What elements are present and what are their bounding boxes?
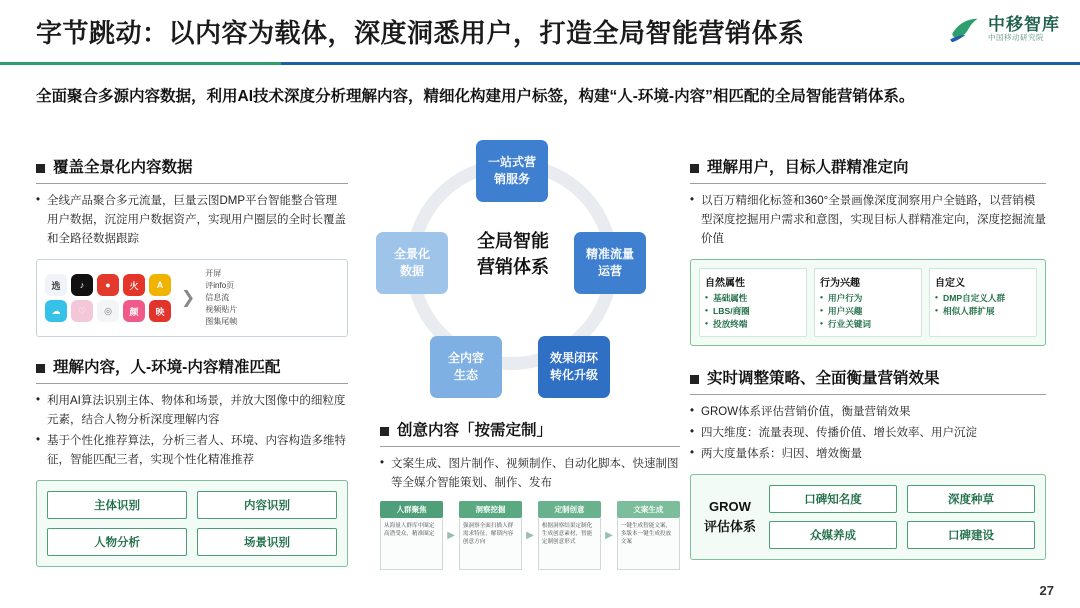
core-line-1: 全局智能 xyxy=(477,231,549,251)
capability-tag-box xyxy=(36,480,348,567)
tag-subject-recognition: 主体识别 xyxy=(47,491,187,519)
app-icon: ● xyxy=(97,274,119,296)
creative-flow-diagram xyxy=(380,501,680,570)
list-item: • 用户兴趣 xyxy=(820,305,916,318)
node-line-2: 生态 xyxy=(453,368,478,382)
tag-reputation-building: 口碑建设 xyxy=(907,521,1035,549)
page-number: 27 xyxy=(1039,583,1054,598)
list-item: 图集尾帧 xyxy=(205,317,238,326)
platform-icon-card xyxy=(36,259,348,337)
list-item: • 相似人群扩展 xyxy=(935,305,1031,318)
list-item: • 行业关键词 xyxy=(820,318,916,331)
section-title: 理解用户，目标人群精准定向 xyxy=(707,159,909,176)
list-item: 视频贴片 xyxy=(205,305,238,314)
node-line-2: 销服务 xyxy=(493,172,530,186)
app-icon: ☁ xyxy=(45,300,67,322)
flow-step xyxy=(459,501,522,570)
section-bullets xyxy=(380,455,680,493)
core-line-2: 营销体系 xyxy=(477,257,549,277)
app-icon: ♪ xyxy=(71,274,93,296)
grow-label-line-1: GROW xyxy=(709,499,751,514)
section-rule xyxy=(690,183,1046,184)
card-title: 自然属性 xyxy=(705,278,745,289)
list-item: • 利用AI算法识别主体、物体和场景，并放大图像中的细粒度元素，结合人物分析深度理解内容 xyxy=(36,392,348,430)
node-line-1: 全景化 xyxy=(393,247,430,261)
list-item: • 基于个性化推荐算法，分析三者人、环境、内容构造多维特征，智能匹配三者，实现个性化精准推荐 xyxy=(36,432,348,470)
bullet-square-icon xyxy=(36,364,45,373)
bullet-square-icon xyxy=(690,375,699,384)
list-item: • 以百万精细化标签和360°全景画像深度洞察用户全链路，以营销模型深度挖掘用户需求和意图，实现目标人群精准定向，深度挖掘流量价值 xyxy=(690,192,1046,249)
app-icon: 颜 xyxy=(123,300,145,322)
section-rule xyxy=(380,446,680,447)
tag-scene-recognition: 场景识别 xyxy=(197,528,337,556)
node-line-2: 运营 xyxy=(597,264,622,278)
list-item: 开屏 xyxy=(205,269,222,278)
page-title: 字节跳动：以内容为载体，深度洞悉用户，打造全局智能营销体系 xyxy=(36,17,805,48)
list-item: • 四大维度：流量表现、传播价值、增长效率、用户沉淀 xyxy=(690,424,1046,443)
section-heading xyxy=(36,155,348,181)
section-heading xyxy=(380,418,680,444)
flow-step-title: 人群聚焦 xyxy=(380,501,443,518)
list-item: • 文案生成、图片制作、视频制作、自动化脚本、快速制图等全媒介智能策划、制作、发布 xyxy=(380,455,680,493)
slide-header xyxy=(0,0,1080,62)
section-title: 理解内容，人-环境-内容精准匹配 xyxy=(53,359,281,376)
flow-step-title: 定制创意 xyxy=(538,501,601,518)
flow-step-body: 从海量人群库中圈定高潜受众，精准圈定 xyxy=(380,518,443,570)
section-title: 实时调整策略、全面衡量营销效果 xyxy=(707,370,940,387)
right-column xyxy=(690,155,1046,560)
node-panoramic-data xyxy=(376,232,448,294)
tag-brand-awareness: 口碑知名度 xyxy=(769,485,897,513)
grow-framework xyxy=(690,474,1046,560)
grow-tag-grid xyxy=(769,485,1035,549)
leaf-swoosh-icon xyxy=(947,12,981,46)
section-bullets xyxy=(36,392,348,470)
list-item: • 基础属性 xyxy=(705,292,801,305)
flow-step-title: 洞察挖掘 xyxy=(459,501,522,518)
list-item: 信息流 xyxy=(205,293,230,302)
ad-slot-list xyxy=(205,268,237,328)
section-title: 覆盖全景化内容数据 xyxy=(53,159,193,176)
list-item: • 投放终端 xyxy=(705,318,801,331)
arrow-right-icon: ▶ xyxy=(447,530,455,541)
grow-label xyxy=(701,497,759,537)
brand-name: 中移智库 xyxy=(988,14,1060,34)
section-title: 创意内容「按需定制」 xyxy=(397,422,553,439)
app-icon-grid xyxy=(45,274,171,322)
header-divider xyxy=(0,62,1080,65)
card-behavior-interest xyxy=(814,268,922,337)
section-rule xyxy=(690,394,1046,395)
grow-label-line-2: 评估体系 xyxy=(703,519,756,534)
audience-dimension-cards xyxy=(690,259,1046,346)
flow-step-body: 一键生成智能文案，多版本一键生成投放文案 xyxy=(617,518,680,570)
section-content-understanding xyxy=(36,355,348,567)
card-custom xyxy=(929,268,1037,337)
section-heading xyxy=(36,355,348,381)
app-icon: 选 xyxy=(45,274,67,296)
list-item: • LBS/商圈 xyxy=(705,305,801,318)
node-closed-loop-effect xyxy=(538,336,610,398)
brand-logo xyxy=(947,12,1060,46)
flow-step xyxy=(538,501,601,570)
arrow-right-icon: ▶ xyxy=(526,530,534,541)
section-bullets xyxy=(36,192,348,249)
flow-step xyxy=(617,501,680,570)
section-content-coverage xyxy=(36,155,348,337)
node-line-2: 数据 xyxy=(399,264,424,278)
section-heading xyxy=(690,366,1046,392)
bullet-square-icon xyxy=(36,164,45,173)
flow-step xyxy=(380,501,443,570)
app-icon: 映 xyxy=(149,300,171,322)
section-strategy-measurement xyxy=(690,366,1046,560)
tag-content-recognition: 内容识别 xyxy=(197,491,337,519)
bullet-square-icon xyxy=(380,427,389,436)
flow-step-body: 根据洞察结果定制化生成创意素材，智能定制创意形式 xyxy=(538,518,601,570)
list-item: • 全线产品聚合多元流量，巨量云图DMP平台智能整合管理用户数据，沉淀用户数据资产，实现用户圈层的全时长覆盖和全路径数据跟踪 xyxy=(36,192,348,249)
node-one-stop-marketing xyxy=(476,140,548,202)
node-line-1: 全内容 xyxy=(447,351,484,365)
lead-paragraph: 全面聚合多源内容数据，利用AI技术深度分析理解内容，精细化构建用户标签，构建“人-环境-内容”相匹配的全局智能营销体系。 xyxy=(36,88,915,105)
section-bullets xyxy=(690,192,1046,249)
section-bullets xyxy=(690,403,1046,464)
section-user-understanding xyxy=(690,155,1046,346)
list-item: • 用户行为 xyxy=(820,292,916,305)
card-title: 行为兴趣 xyxy=(820,278,860,289)
center-diagram xyxy=(368,140,668,400)
card-natural-attributes xyxy=(699,268,807,337)
card-title: 自定义 xyxy=(935,278,965,289)
list-item: 评info页 xyxy=(205,281,235,290)
app-icon: 火 xyxy=(123,274,145,296)
section-heading xyxy=(690,155,1046,181)
section-creative-content xyxy=(380,418,680,570)
bullet-square-icon xyxy=(690,164,699,173)
node-line-1: 精准流量 xyxy=(585,247,634,261)
list-item: • DMP自定义人群 xyxy=(935,292,1031,305)
flow-step-title: 文案生成 xyxy=(617,501,680,518)
list-item: • GROW体系评估营销价值，衡量营销效果 xyxy=(690,403,1046,422)
left-column xyxy=(36,155,348,567)
app-icon: ♡ xyxy=(71,300,93,322)
brand-subtitle: 中国移动研究院 xyxy=(988,33,1044,43)
chevron-right-icon: ❯ xyxy=(181,288,196,307)
node-precise-traffic xyxy=(574,232,646,294)
node-content-ecosystem xyxy=(430,336,502,398)
node-line-1: 一站式营 xyxy=(487,155,536,169)
arrow-right-icon: ▶ xyxy=(605,530,613,541)
flow-step-body: 强洞察全面扫描人群需求特征，解锁内容创意方向 xyxy=(459,518,522,570)
node-line-2: 转化升级 xyxy=(549,368,598,382)
node-line-1: 效果闭环 xyxy=(549,351,598,365)
list-item: • 两大度量体系：归因、增效衡量 xyxy=(690,445,1046,464)
section-rule xyxy=(36,183,348,184)
tag-deep-seeding: 深度种草 xyxy=(907,485,1035,513)
tag-person-analysis: 人物分析 xyxy=(47,528,187,556)
section-rule xyxy=(36,383,348,384)
diagram-core-label xyxy=(446,228,580,280)
app-icon: ◎ xyxy=(97,300,119,322)
tag-crowd-media: 众媒养成 xyxy=(769,521,897,549)
app-icon: A xyxy=(149,274,171,296)
